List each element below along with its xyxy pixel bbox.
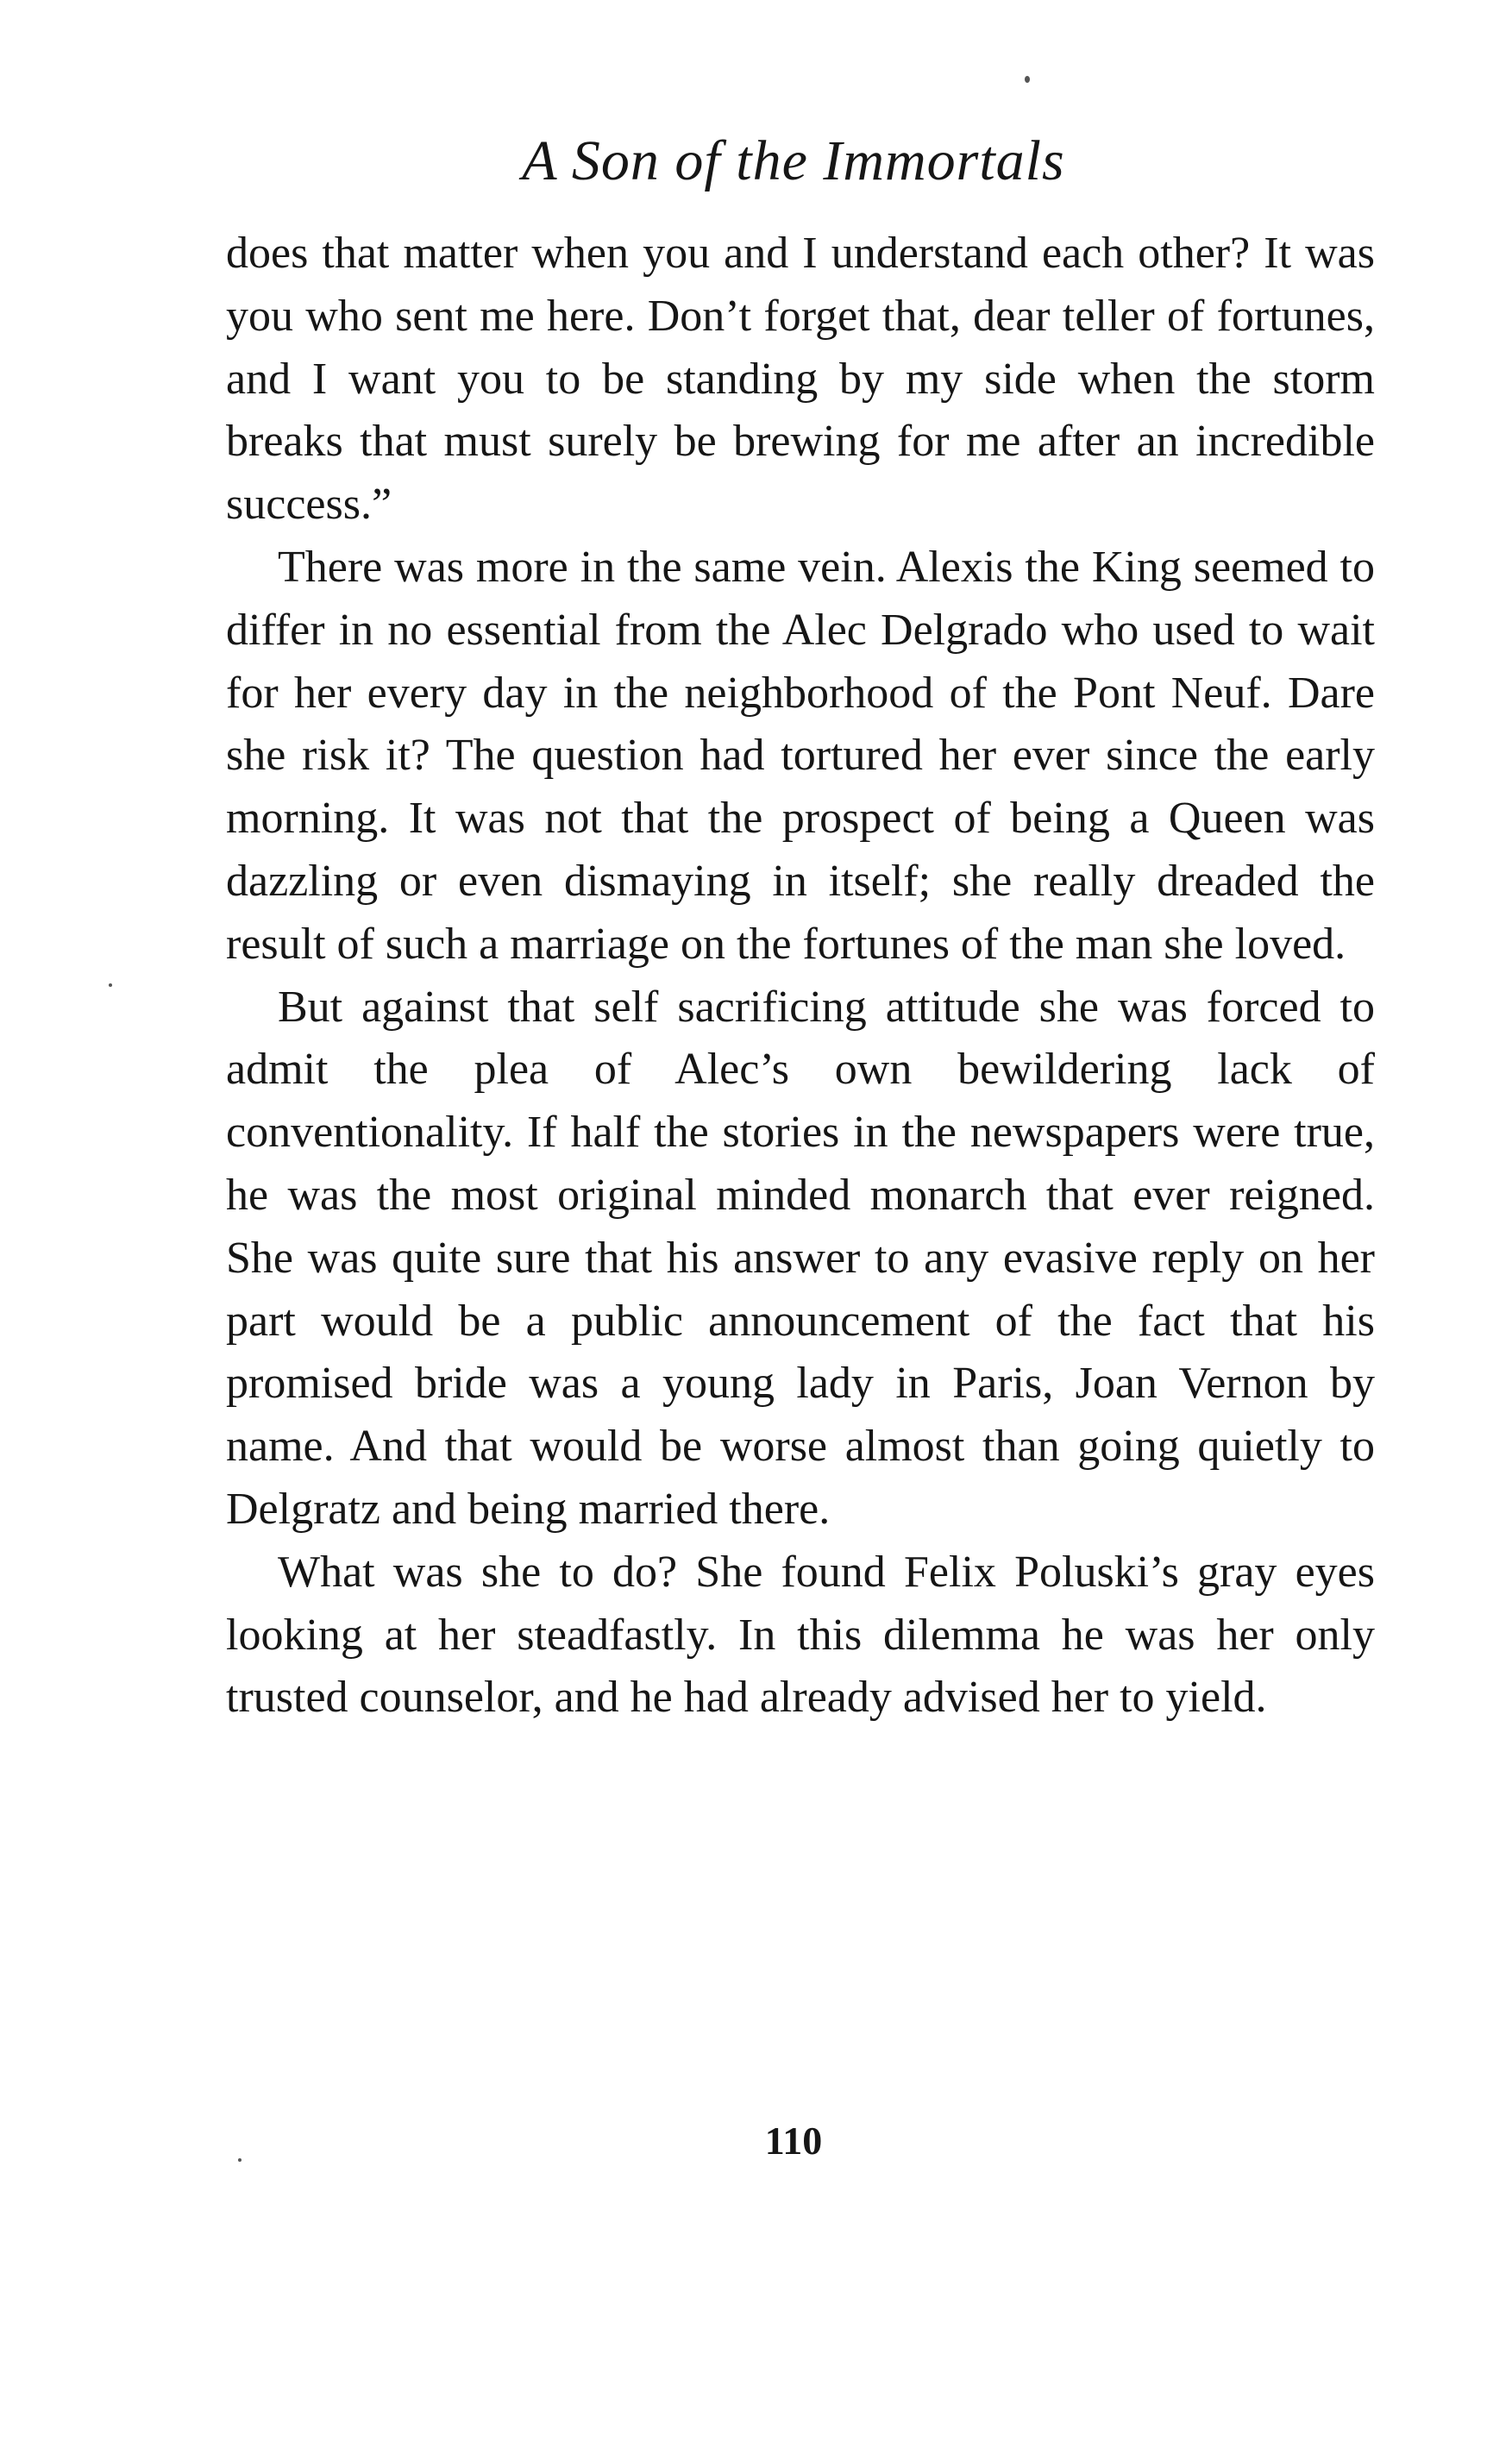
running-head: A Son of the Immortals [522, 129, 1065, 192]
page-number: 110 [764, 2119, 823, 2163]
print-speck [1025, 76, 1030, 83]
print-speck [238, 2158, 242, 2162]
paragraph: There was more in the same vein. Alexis the King seemed to differ in no essential from the Alec Delgrado who used to wait for her every day in the neighborhood of the Pont Neuf. Dare she risk it? The question had tortured her ever since the early morning. It was not that the prospect of being a Queen was dazzling or even dismaying in itself; she really dreaded the result of such a marriage on the fortunes of the man she loved. [226, 542, 1375, 969]
print-speck [109, 983, 112, 987]
paragraph-continued: does that matter when you and I understand each other? It was you who sent me here. Don’t forget that, dear teller of fortunes, and I want you to be standing by my side when the storm breaks that must surely be brewing for me after an incredible success.” [226, 229, 1375, 530]
body-text [226, 223, 1375, 1730]
paragraph: But against that self sacrificing attitude she was forced to admit the plea of Alec’s own bewildering lack of conventionality. If half the stories in the newspapers were true, he was the most original minded monarch that ever reigned. She was quite sure that his answer to any evasive reply on her part would be a public announcement of the fact that his promised bride was a young lady in Paris, Joan Vernon by name. And that would be worse almost than going quietly to Delgratz and being married there. [226, 982, 1375, 1534]
paragraph: What was she to do? She found Felix Poluski’s gray eyes looking at her steadfastly. In this dilemma he was her only trusted counselor, and he had already advised her to yield. [226, 1547, 1375, 1723]
